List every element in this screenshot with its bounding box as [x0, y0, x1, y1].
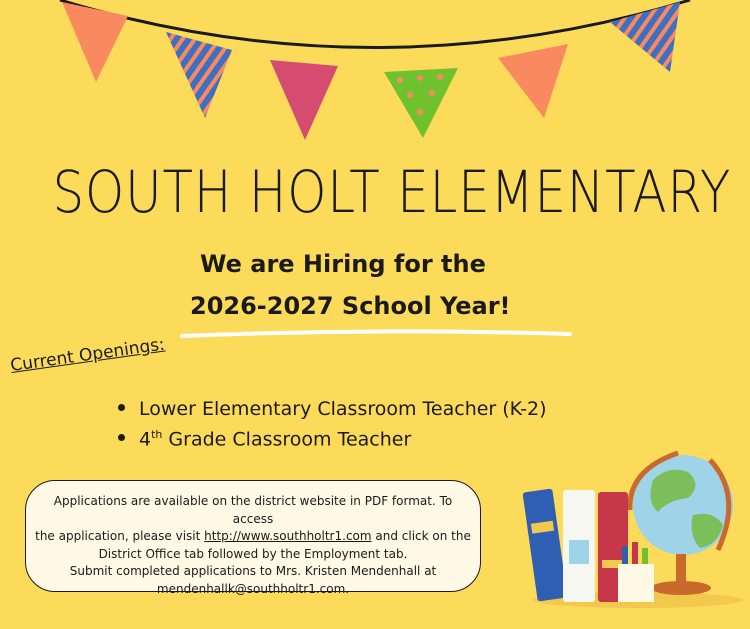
bunting-string [60, 0, 690, 48]
books-and-globe-illustration [518, 450, 750, 629]
openings-heading: Current Openings: [9, 334, 167, 376]
bullet-icon [118, 434, 125, 441]
school-title: SOUTH HOLT ELEMENTARY [52, 158, 732, 226]
pennant-pink [270, 60, 338, 140]
book-blue [522, 488, 567, 601]
contact-email: mendenhallk@southholtr1.com. [156, 581, 350, 596]
pennant-blue-striped-2 [610, 2, 680, 72]
opening-item: 4th Grade Classroom Teacher [118, 428, 547, 450]
application-info-box: Applications are available on the district website in PDF format. To access the application, please visit http://www.southholtr1.com and click on the District Office tab followed by the Employment tab. Submit completed applications to Mrs. Kristen Mendenhall at mendenhallk@southholtr1.com. [25, 480, 481, 592]
pencil-cup-icon [618, 542, 654, 602]
bunting-decoration [0, 0, 750, 150]
headline-line-2: 2026-2027 School Year! [190, 292, 511, 320]
headline-line-1: We are Hiring for the [200, 250, 486, 278]
pennant-orange [62, 2, 128, 82]
opening-item: Lower Elementary Classroom Teacher (K-2) [118, 398, 547, 420]
bullet-icon [118, 404, 125, 411]
openings-list [118, 398, 547, 458]
headline-underline [178, 326, 578, 342]
pennant-orange-2 [498, 44, 568, 118]
book-white [563, 490, 595, 602]
district-website-link[interactable]: http://www.southholtr1.com [204, 529, 372, 543]
pennant-blue-striped [166, 32, 232, 118]
